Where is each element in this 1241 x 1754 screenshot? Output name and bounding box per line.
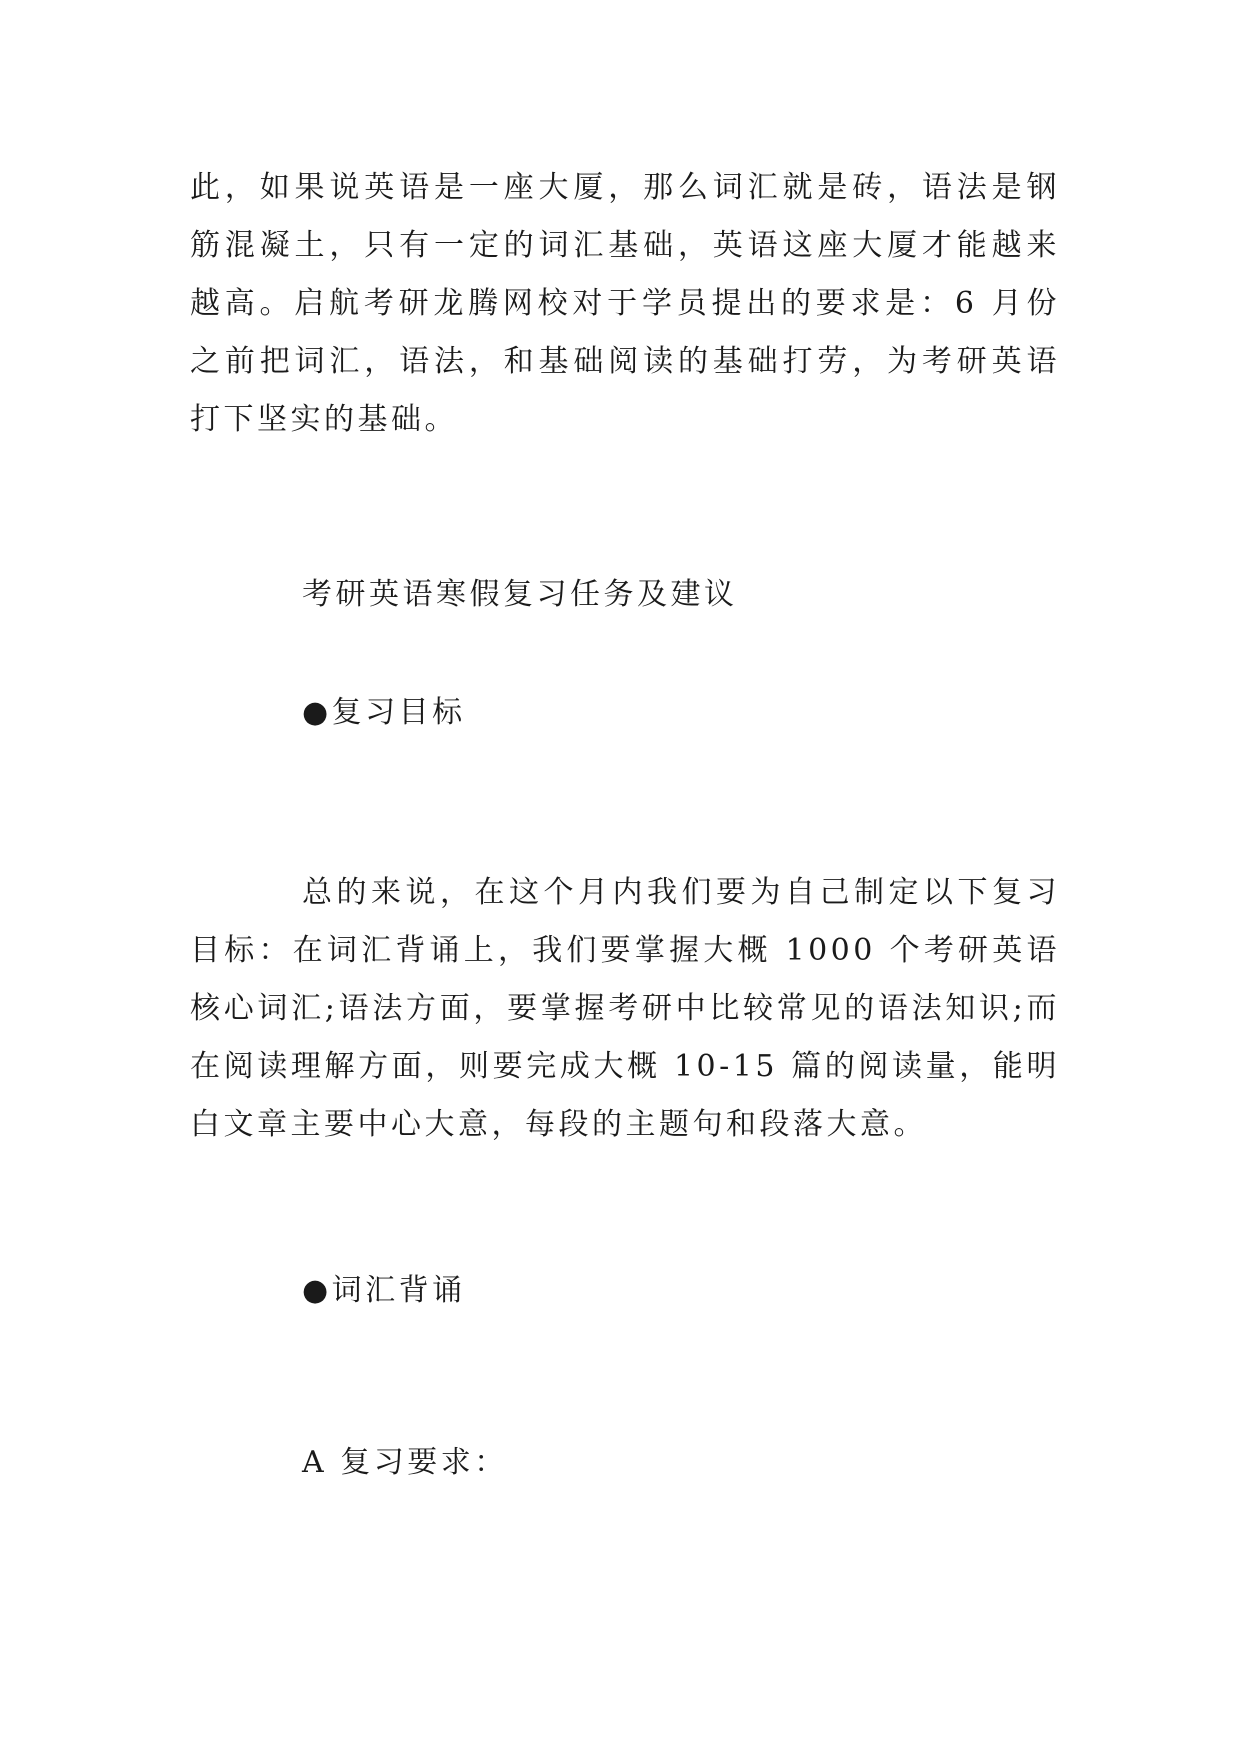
intro-paragraph: 此，如果说英语是一座大厦，那么词汇就是砖，语法是钢筋混凝土，只有一定的词汇基础，英语这座大厦才能越来越高。启航考研龙腾网校对于学员提出的要求是：6 月份之前把词汇，语法，和基础阅读的基础打劳，为考研英语打下坚实的基础。	[190, 170, 1060, 437]
section-title: 考研英语寒假复习任务及建议	[302, 577, 738, 612]
heading-requirements: A 复习要求：	[302, 1445, 508, 1480]
goal-paragraph: 总的来说，在这个月内我们要为自己制定以下复习目标：在词汇背诵上，我们要掌握大概 1000 个考研英语核心词汇;语法方面，要掌握考研中比较常见的语法知识;而在阅读理解方面，则要完成大概 10-15 篇的阅读量，能明白文章主要中心大意，每段的主题句和段落大意。	[190, 875, 1060, 1142]
heading-vocabulary: ●词汇背诵	[302, 1273, 466, 1308]
heading-review-goal: ●复习目标	[302, 695, 466, 730]
